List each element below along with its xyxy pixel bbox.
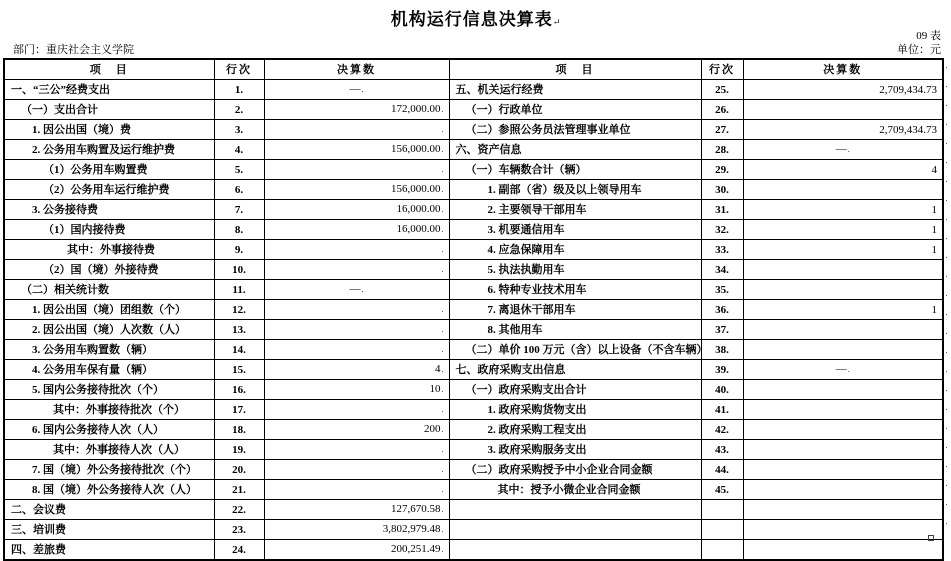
item-cell-right: 8. 其他用车: [449, 320, 701, 340]
item-cell-left: 3. 公务接待费: [4, 200, 214, 220]
table-row: [4, 240, 943, 260]
table-row: [4, 460, 943, 480]
table-row: [4, 360, 943, 380]
value-cell-left: 200,251.49 .: [264, 540, 449, 561]
table-row: [4, 80, 943, 100]
line-cell-left: 3.: [214, 120, 264, 140]
value-cell-right: [743, 340, 943, 360]
value-cell-left: — .: [264, 280, 449, 300]
value-cell-right: 1: [743, 220, 943, 240]
table-row: [4, 180, 943, 200]
value-cell-left: [264, 400, 449, 420]
line-cell-left: 8.: [214, 220, 264, 240]
value-cell-left: 3,802,979.48 .: [264, 520, 449, 540]
line-cell-left: 17.: [214, 400, 264, 420]
value-cell-left: 127,670.58 .: [264, 500, 449, 520]
line-cell-right: 38.: [701, 340, 743, 360]
line-cell-right: 29.: [701, 160, 743, 180]
header-amount-left: 决算数: [264, 59, 449, 80]
item-cell-left: 5. 国内公务接待批次（个）: [4, 380, 214, 400]
line-cell-left: 11.: [214, 280, 264, 300]
header-amount-right: 决算数: [743, 59, 943, 80]
value-cell-right: [743, 480, 943, 500]
line-cell-left: 24.: [214, 540, 264, 561]
page-title: [0, 5, 951, 30]
item-cell-left: 7. 国（境）外公务接待批次（个）: [4, 460, 214, 480]
line-cell-right: 41.: [701, 400, 743, 420]
final-accounts-table: [3, 58, 944, 561]
value-cell-left: 10 .: [264, 380, 449, 400]
line-cell-right: 44.: [701, 460, 743, 480]
item-cell-left: 8. 国（境）外公务接待人次（人）: [4, 480, 214, 500]
item-cell-left: 4. 公务用车保有量（辆）: [4, 360, 214, 380]
item-cell-right: （一）车辆数合计（辆）: [449, 160, 701, 180]
line-cell-left: 14.: [214, 340, 264, 360]
item-cell-left: （2）公务用车运行维护费: [4, 180, 214, 200]
value-cell-right: [743, 520, 943, 540]
line-cell-left: 23.: [214, 520, 264, 540]
line-cell-left: 6.: [214, 180, 264, 200]
item-cell-left: （一）支出合计: [4, 100, 214, 120]
item-cell-right: （一）行政单位: [449, 100, 701, 120]
value-cell-right: 1: [743, 300, 943, 320]
value-cell-left: — .: [264, 80, 449, 100]
item-cell-right: 7. 离退休干部用车: [449, 300, 701, 320]
table-row: [4, 200, 943, 220]
line-cell-left: 9.: [214, 240, 264, 260]
value-cell-right: 4: [743, 160, 943, 180]
item-cell-left: （1）公务用车购置费: [4, 160, 214, 180]
line-cell-right: 32.: [701, 220, 743, 240]
line-cell-right: 33.: [701, 240, 743, 260]
line-cell-right: 26.: [701, 100, 743, 120]
item-cell-right: （二）参照公务员法管理事业单位: [449, 120, 701, 140]
table-row: [4, 380, 943, 400]
line-cell-left: 2.: [214, 100, 264, 120]
value-cell-left: [264, 160, 449, 180]
value-cell-right: [743, 540, 943, 561]
value-cell-left: [264, 460, 449, 480]
table-body: [4, 80, 943, 561]
item-cell-left: 其中：外事接待批次（个）: [4, 400, 214, 420]
item-cell-left: 1. 因公出国（境）费: [4, 120, 214, 140]
table-row: [4, 420, 943, 440]
value-cell-right: [743, 320, 943, 340]
table-row: [4, 140, 943, 160]
table-row: [4, 280, 943, 300]
value-cell-right: [743, 500, 943, 520]
line-cell-left: 22.: [214, 500, 264, 520]
item-cell-right: （一）政府采购支出合计: [449, 380, 701, 400]
item-cell-left: 三、培训费: [4, 520, 214, 540]
value-cell-right: 2,709,434.73: [743, 120, 943, 140]
item-cell-right: [449, 520, 701, 540]
item-cell-left: 其中：外事接待费: [4, 240, 214, 260]
table-row: [4, 120, 943, 140]
value-cell-right: [743, 420, 943, 440]
table-row: [4, 320, 943, 340]
item-cell-right: 七、政府采购支出信息: [449, 360, 701, 380]
line-cell-right: 27.: [701, 120, 743, 140]
line-cell-right: [701, 500, 743, 520]
value-cell-right: 1: [743, 200, 943, 220]
table-row: [4, 300, 943, 320]
item-cell-right: [449, 500, 701, 520]
line-cell-right: 40.: [701, 380, 743, 400]
item-cell-right: （二）单价 100 万元（含）以上设备（不含车辆）: [449, 340, 701, 360]
header-line-right: 行次: [701, 59, 743, 80]
line-cell-right: 39.: [701, 360, 743, 380]
item-cell-right: 六、资产信息: [449, 140, 701, 160]
line-cell-left: 5.: [214, 160, 264, 180]
table-row: [4, 400, 943, 420]
page-title-text: 机构运行信息决算表: [390, 10, 553, 29]
item-cell-left: 1. 因公出国（境）团组数（个）: [4, 300, 214, 320]
value-cell-left: 16,000.00 .: [264, 200, 449, 220]
value-cell-left: [264, 300, 449, 320]
value-cell-left: 200 .: [264, 420, 449, 440]
value-cell-left: 16,000.00 .: [264, 220, 449, 240]
value-cell-left: 4 .: [264, 360, 449, 380]
item-cell-left: （二）相关统计数: [4, 280, 214, 300]
value-cell-left: [264, 440, 449, 460]
value-cell-right: [743, 180, 943, 200]
item-cell-left: 6. 国内公务接待人次（人）: [4, 420, 214, 440]
line-cell-right: [701, 520, 743, 540]
item-cell-left: 2. 因公出国（境）人次数（人）: [4, 320, 214, 340]
line-cell-left: 20.: [214, 460, 264, 480]
line-cell-left: 1.: [214, 80, 264, 100]
line-cell-right: 37.: [701, 320, 743, 340]
line-cell-left: 21.: [214, 480, 264, 500]
table-row: [4, 100, 943, 120]
value-cell-left: [264, 260, 449, 280]
item-cell-right: 5. 执法执勤用车: [449, 260, 701, 280]
line-cell-right: 43.: [701, 440, 743, 460]
table-row: [4, 500, 943, 520]
line-cell-left: 19.: [214, 440, 264, 460]
table-row: [4, 260, 943, 280]
line-cell-left: 4.: [214, 140, 264, 160]
value-cell-right: 1: [743, 240, 943, 260]
item-cell-right: 6. 特种专业技术用车: [449, 280, 701, 300]
value-cell-left: 156,000.00 .: [264, 180, 449, 200]
line-cell-right: [701, 540, 743, 561]
line-cell-left: 15.: [214, 360, 264, 380]
item-cell-left: 2. 公务用车购置及运行维护费: [4, 140, 214, 160]
item-cell-right: （二）政府采购授予中小企业合同金额: [449, 460, 701, 480]
value-cell-right: [743, 100, 943, 120]
value-cell-left: 156,000.00 .: [264, 140, 449, 160]
line-cell-right: 25.: [701, 80, 743, 100]
line-cell-left: 18.: [214, 420, 264, 440]
header-item-right: 项 目: [449, 59, 701, 80]
unit-label: 单位：元: [897, 44, 941, 56]
item-cell-right: 3. 机要通信用车: [449, 220, 701, 240]
item-cell-right: 3. 政府采购服务支出: [449, 440, 701, 460]
line-cell-right: 30.: [701, 180, 743, 200]
paragraph-mark-icon: ↵: [552, 17, 561, 27]
value-cell-right: [743, 460, 943, 480]
table-row: [4, 540, 943, 561]
line-cell-left: 16.: [214, 380, 264, 400]
value-cell-right: — .: [743, 360, 943, 380]
value-cell-right: [743, 280, 943, 300]
table-row: [4, 520, 943, 540]
value-cell-left: [264, 240, 449, 260]
item-cell-left: （1）国内接待费: [4, 220, 214, 240]
line-cell-right: 34.: [701, 260, 743, 280]
value-cell-right: [743, 260, 943, 280]
item-cell-right: 4. 应急保障用车: [449, 240, 701, 260]
value-cell-left: [264, 480, 449, 500]
table-row: [4, 220, 943, 240]
value-cell-right: [743, 400, 943, 420]
value-cell-left: [264, 340, 449, 360]
item-cell-left: 一、“三公”经费支出: [4, 80, 214, 100]
table-row: [4, 160, 943, 180]
line-cell-right: 42.: [701, 420, 743, 440]
value-cell-left: [264, 120, 449, 140]
value-cell-right: — .: [743, 140, 943, 160]
table-row: [4, 340, 943, 360]
item-cell-right: 1. 副部（省）级及以上领导用车: [449, 180, 701, 200]
item-cell-left: 其中：外事接待人次（人）: [4, 440, 214, 460]
item-cell-right: 2. 政府采购工程支出: [449, 420, 701, 440]
value-cell-right: [743, 440, 943, 460]
item-cell-left: 二、会议费: [4, 500, 214, 520]
line-cell-left: 12.: [214, 300, 264, 320]
table-row: [4, 480, 943, 500]
value-cell-left: [264, 320, 449, 340]
item-cell-right: 五、机关运行经费: [449, 80, 701, 100]
value-cell-right: [743, 380, 943, 400]
item-cell-right: 1. 政府采购货物支出: [449, 400, 701, 420]
header-item-left: 项 目: [4, 59, 214, 80]
line-cell-right: 31.: [701, 200, 743, 220]
line-cell-right: 28.: [701, 140, 743, 160]
line-cell-left: 10.: [214, 260, 264, 280]
table-end-mark-icon: [928, 535, 934, 541]
value-cell-left: 172,000.00 .: [264, 100, 449, 120]
item-cell-left: 四、差旅费: [4, 540, 214, 561]
item-cell-left: 3. 公务用车购置数（辆）: [4, 340, 214, 360]
line-cell-left: 7.: [214, 200, 264, 220]
item-cell-right: 2. 主要领导干部用车: [449, 200, 701, 220]
header-line-left: 行次: [214, 59, 264, 80]
line-cell-right: 45.: [701, 480, 743, 500]
department-label: 部门：重庆社会主义学院: [13, 44, 134, 56]
item-cell-right: 其中：授予小微企业合同金额: [449, 480, 701, 500]
item-cell-right: [449, 540, 701, 561]
cell-end-marks: [946, 67, 947, 533]
item-cell-left: （2）国（境）外接待费: [4, 260, 214, 280]
line-cell-right: 35.: [701, 280, 743, 300]
table-header-row: [4, 59, 943, 80]
table-number: 09 表: [916, 30, 941, 42]
table-row: [4, 440, 943, 460]
value-cell-right: 2,709,434.73: [743, 80, 943, 100]
line-cell-left: 13.: [214, 320, 264, 340]
line-cell-right: 36.: [701, 300, 743, 320]
